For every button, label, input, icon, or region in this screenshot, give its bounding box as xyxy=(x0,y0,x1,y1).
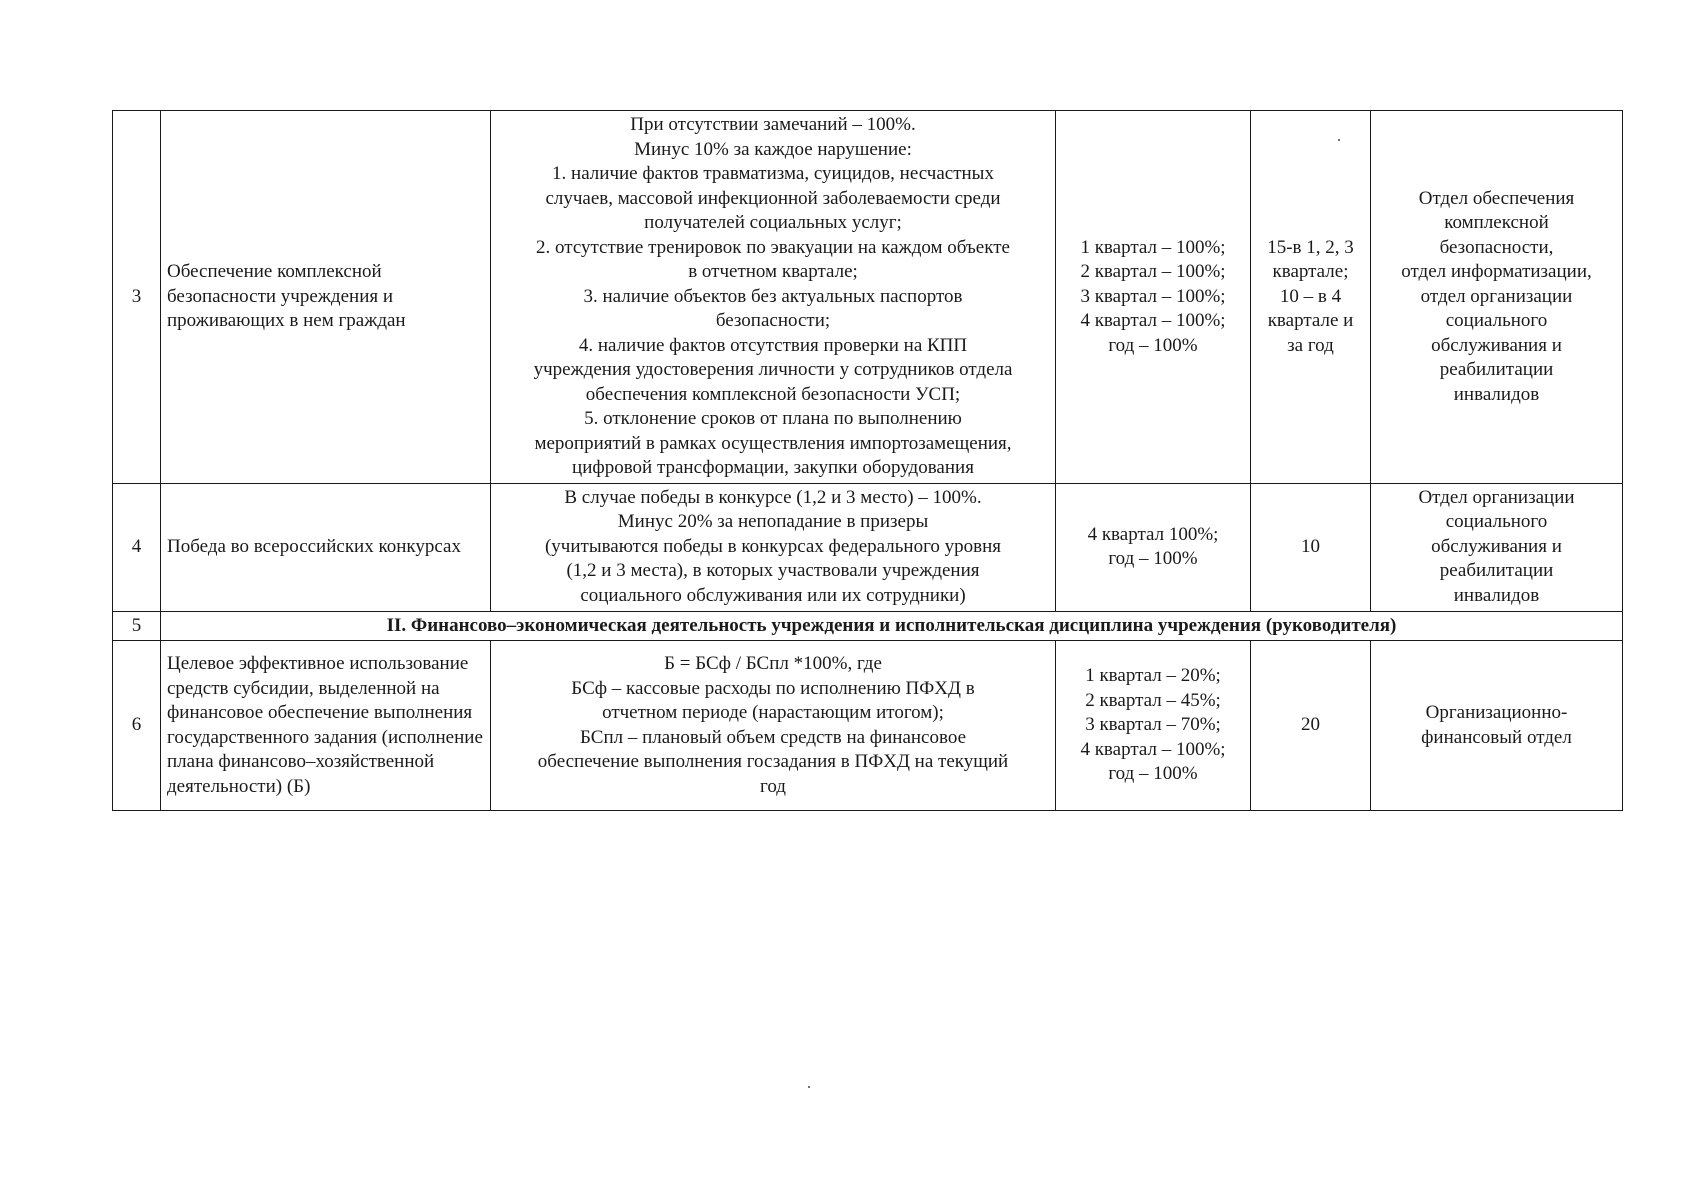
responsible-line: отдел информатизации, xyxy=(1401,261,1592,282)
criteria-line: обеспечение выполнения госзадания в ПФХД на текущий xyxy=(537,751,1009,772)
section-row xyxy=(113,611,1623,641)
table-row xyxy=(113,483,1623,611)
weight-cell xyxy=(1251,111,1371,484)
criteria-line: мероприятий в рамках осуществления импортозамещения, xyxy=(534,432,1012,454)
responsible-cell xyxy=(1371,111,1623,484)
responsible-line: Отдел организации xyxy=(1418,486,1575,508)
scan-speck xyxy=(808,1086,810,1088)
criteria-cell xyxy=(491,641,1056,811)
criteria-cell xyxy=(491,111,1056,484)
responsible-line: Отдел обеспечения xyxy=(1418,187,1575,209)
criteria-line: Минус 20% за непопадание в призеры xyxy=(617,511,929,533)
indicator-name: Победа во всероссийских конкурсах xyxy=(161,483,491,611)
responsible-line: социального xyxy=(1445,310,1548,331)
criteria-line: безопасности; xyxy=(715,310,831,331)
weight-cell: 10 xyxy=(1251,483,1371,611)
criteria-line: получателей социальных услуг; xyxy=(644,212,902,233)
criteria-line: 1. наличие фактов травматизма, суицидов, несчастных xyxy=(552,163,994,184)
weight-line: 10 – в 4 xyxy=(1279,285,1342,307)
target-values-cell xyxy=(1056,641,1251,811)
target-line: 2 квартал – 45%; xyxy=(1085,689,1221,711)
criteria-line: БСпл – плановый объем средств на финансовое xyxy=(579,726,966,748)
kpi-table xyxy=(112,110,1623,811)
criteria-line: В случае победы в конкурсе (1,2 и 3 место) – 100%. xyxy=(564,486,982,508)
weight-line: 15-в 1, 2, 3 xyxy=(1267,236,1354,258)
criteria-line: (1,2 и 3 места), в которых участвовали учреждения xyxy=(566,560,980,582)
criteria-line: БСф – кассовые расходы по исполнению ПФХД в xyxy=(571,677,975,699)
criteria-line: Минус 10% за каждое нарушение: xyxy=(634,138,912,160)
row-number: 3 xyxy=(113,111,161,484)
responsible-line: обслуживания и xyxy=(1431,535,1562,557)
responsible-line: инвалидов xyxy=(1453,383,1540,405)
weight-cell: 20 xyxy=(1251,641,1371,811)
responsible-line: реабилитации xyxy=(1439,560,1554,582)
section-title: II. Финансово–экономическая деятельность учреждения и исполнительская дисциплина учреждения (руководителя) xyxy=(161,611,1623,641)
target-line: 3 квартал – 70%; xyxy=(1085,714,1221,736)
criteria-line: обеспечения комплексной безопасности УСП; xyxy=(585,383,961,405)
criteria-line: случаев, массовой инфекционной заболеваемости среди xyxy=(545,187,1001,209)
target-line: 4 квартал – 100%; xyxy=(1080,310,1226,331)
row-number: 4 xyxy=(113,483,161,611)
criteria-line: год xyxy=(760,775,786,797)
criteria-line: 3. наличие объектов без актуальных паспортов xyxy=(583,285,963,307)
responsible-line: обслуживания и xyxy=(1431,334,1562,356)
criteria-line: учреждения удостоверения личности у сотрудников отдела xyxy=(533,359,1013,380)
responsible-cell xyxy=(1371,483,1623,611)
criteria-line: цифровой трансформации, закупки оборудования xyxy=(572,457,974,478)
criteria-line: Б = БСф / БСпл *100%, где xyxy=(664,653,882,674)
responsible-cell xyxy=(1371,641,1623,811)
criteria-line: (учитываются победы в конкурсах федерального уровня xyxy=(544,535,1002,557)
table-row xyxy=(113,641,1623,811)
responsible-line: социального xyxy=(1445,511,1548,533)
target-line: 4 квартал 100%; xyxy=(1087,523,1219,545)
criteria-line: социального обслуживания или их сотрудники) xyxy=(580,584,966,606)
scan-speck xyxy=(1338,139,1340,141)
criteria-line: отчетном периоде (нарастающим итогом); xyxy=(602,702,944,723)
row-number: 6 xyxy=(113,641,161,811)
row-number: 5 xyxy=(113,611,161,641)
responsible-line: Организационно- xyxy=(1425,702,1568,723)
target-line: год – 100% xyxy=(1108,334,1198,356)
table-row xyxy=(113,111,1623,484)
weight-line: квартале; xyxy=(1272,261,1349,282)
responsible-line: реабилитации xyxy=(1439,359,1554,380)
indicator-name: Целевое эффективное использование средств субсидии, выделенной на финансовое обеспечение выполнения государственного задания (исполнение плана финансово–хозяйственной деятельности) (Б) xyxy=(161,641,491,811)
target-values-cell xyxy=(1056,111,1251,484)
criteria-cell xyxy=(491,483,1056,611)
target-line: год – 100% xyxy=(1108,548,1198,569)
target-line: год – 100% xyxy=(1108,763,1198,785)
criteria-line: При отсутствии замечаний – 100%. xyxy=(630,114,916,135)
target-line: 1 квартал – 20%; xyxy=(1085,665,1221,687)
target-line: 3 квартал – 100%; xyxy=(1080,285,1226,307)
criteria-line: в отчетном квартале; xyxy=(688,261,858,282)
criteria-line: 5. отклонение сроков от плана по выполнению xyxy=(584,408,962,429)
responsible-line: инвалидов xyxy=(1453,584,1540,606)
weight-line: за год xyxy=(1287,334,1334,356)
responsible-line: отдел организации xyxy=(1420,285,1573,307)
indicator-name: Обеспечение комплексной безопасности учреждения и проживающих в нем граждан xyxy=(161,111,491,484)
responsible-line: финансовый отдел xyxy=(1421,726,1572,748)
target-values-cell xyxy=(1056,483,1251,611)
criteria-line: 4. наличие фактов отсутствия проверки на КПП xyxy=(578,334,968,356)
target-line: 4 квартал – 100%; xyxy=(1080,738,1226,760)
target-line: 1 квартал – 100%; xyxy=(1080,236,1226,258)
responsible-line: комплексной xyxy=(1444,212,1549,233)
criteria-line: 2. отсутствие тренировок по эвакуации на каждом объекте xyxy=(536,236,1010,258)
responsible-line: безопасности, xyxy=(1439,236,1554,258)
weight-line: квартале и xyxy=(1267,310,1354,331)
target-line: 2 квартал – 100%; xyxy=(1080,261,1226,282)
